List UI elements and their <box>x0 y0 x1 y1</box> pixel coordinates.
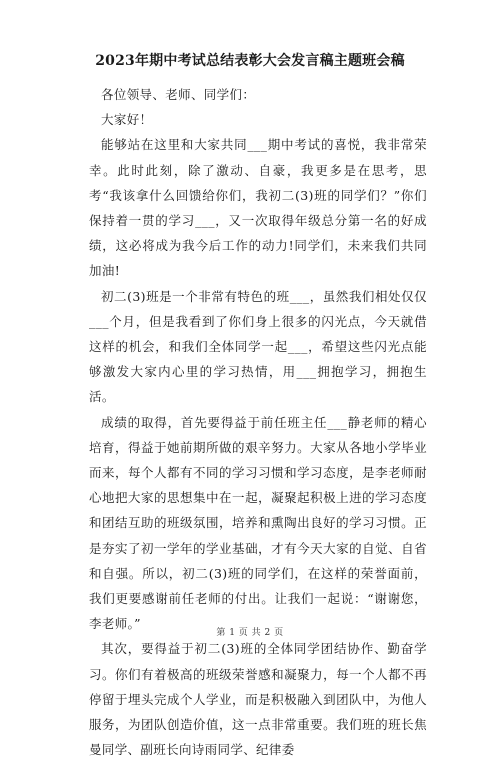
paragraph-3: 成绩的取得，首先要得益于前任班主任___静老师的精心培育，得益于她前期所做的艰辛努力。大家从各地小学毕业而来，每个人都有不同的学习习惯和学习态度，是李老师耐心地把大家的思想集中在一起，凝聚起积极上进的学习态度和团结互助的班级氛围，培养和熏陶出良好的学习习惯。正是夯实了初一学年的学业基础，才有今天大家的自觉、自省和自强。所以，初二(3)班的同学们，在这样的荣誉面前，我们更要感谢前任老师的付出。让我们一起说：“谢谢您，李老师。” <box>89 414 427 632</box>
document-title: 2023年期中考试总结表彰大会发言稿主题班会稿 <box>95 53 405 69</box>
page-number-footer: 第 1 页 共 2 页 <box>216 628 284 638</box>
salutation: 各位领导、老师、同学们： <box>101 87 256 102</box>
paragraph-1: 能够站在这里和大家共同___期中考试的喜悦，我非常荣幸。此时此刻，除了激动、自豪，我更多是在思考，思考“我该拿什么回馈给你们，我初二(3)班的同学们？”你们保持着一贯的学习___，又一次取得年级总分第一名的好成绩，这必将成为我今后工作的动力!同学们，未来我们共同加油! <box>89 137 427 279</box>
paragraph-4: 其次，要得益于初二(3)班的全体同学团结协作、勤奋学习。你们有着极高的班级荣誉感和凝聚力，每一个人都不再停留于埋头完成个人学业，而是积极融入到团队中，为他人服务，为团队创造价值，这一点非常重要。我们班的班长焦曼同学、副班长向诗雨同学、纪律委 <box>89 641 427 758</box>
greeting: 大家好！ <box>101 112 153 128</box>
document-body <box>89 82 427 762</box>
paragraph-2: 初二(3)班是一个非常有特色的班___，虽然我们相处仅仅___个月，但是我看到了你们身上很多的闪光点，今天就借这样的机会，和我们全体同学一起___，希望这些闪光点能够激发大家内心里的学习热情，用___拥抱学习，拥抱生活。 <box>89 288 427 405</box>
